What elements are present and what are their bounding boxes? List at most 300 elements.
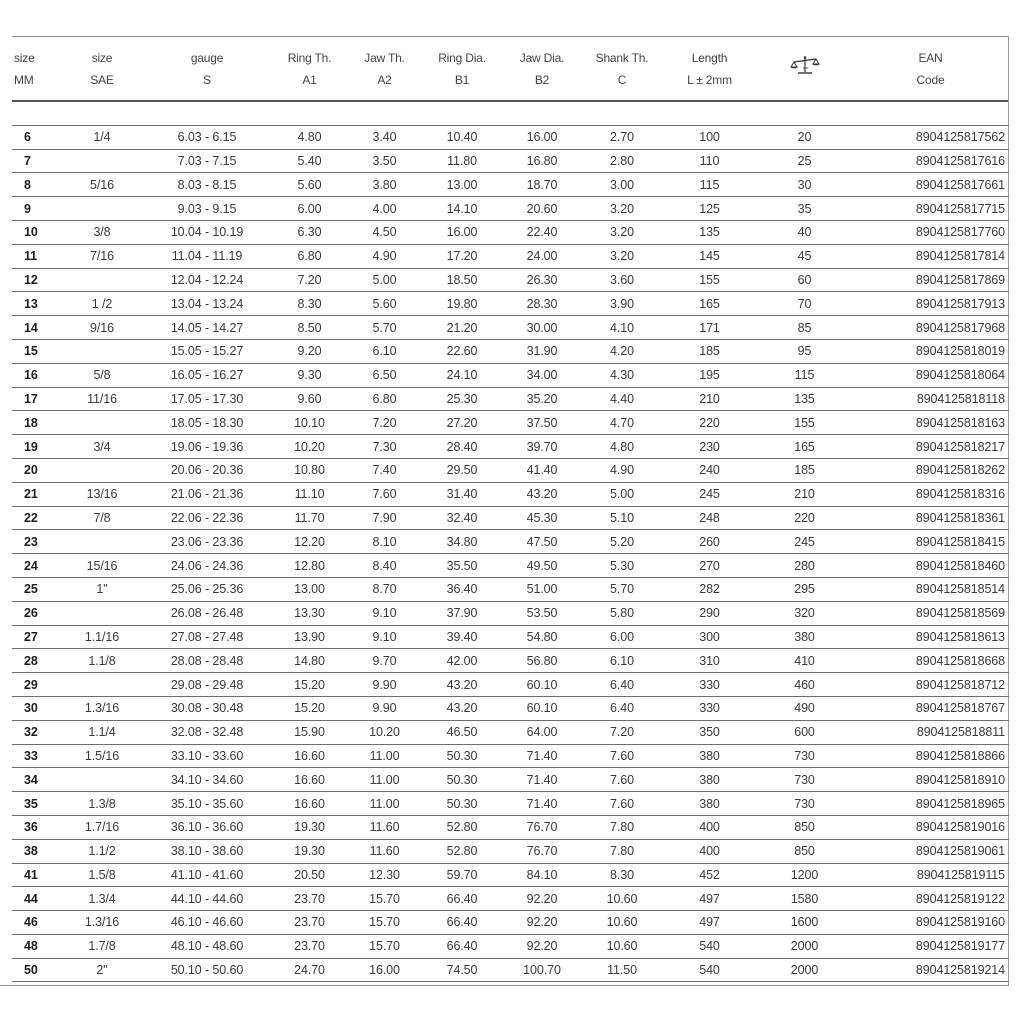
cell-jaw-thickness: 7.30: [347, 435, 422, 459]
cell-gauge: 38.10 - 38.60: [142, 839, 272, 863]
cell-ean-code: 8904125818767: [852, 696, 1009, 720]
cell-ring-diameter: 52.80: [422, 839, 502, 863]
table-row: [12, 911, 1009, 935]
cell-jaw-diameter: 37.50: [502, 411, 582, 435]
cell-jaw-thickness: 9.90: [347, 696, 422, 720]
cell-shank-thickness: 7.80: [582, 839, 662, 863]
cell-size-mm: 48: [12, 934, 62, 958]
cell-length: 452: [662, 863, 757, 887]
cell-jaw-diameter: 100.70: [502, 958, 582, 982]
cell-size-mm: 6: [12, 125, 62, 149]
table-row: [12, 149, 1009, 173]
table-row: [12, 268, 1009, 292]
cell-length: 115: [662, 173, 757, 197]
cell-size-mm: 10: [12, 220, 62, 244]
cell-gauge: 26.08 - 26.48: [142, 601, 272, 625]
cell-weight: 185: [757, 458, 852, 482]
cell-length: 135: [662, 220, 757, 244]
cell-ring-thickness: 20.50: [272, 863, 347, 887]
cell-ean-code: 8904125818064: [852, 363, 1009, 387]
cell-shank-thickness: 5.20: [582, 530, 662, 554]
cell-weight: 95: [757, 339, 852, 363]
table-row: [12, 387, 1009, 411]
cell-size-sae: 1.7/16: [62, 815, 142, 839]
cell-jaw-diameter: 22.40: [502, 220, 582, 244]
cell-ring-diameter: 59.70: [422, 863, 502, 887]
cell-shank-thickness: 5.30: [582, 554, 662, 578]
cell-ring-thickness: 5.60: [272, 173, 347, 197]
cell-ring-diameter: 14.10: [422, 197, 502, 221]
cell-length: 210: [662, 387, 757, 411]
cell-size-sae: 1.5/16: [62, 744, 142, 768]
cell-length: 165: [662, 292, 757, 316]
table-row: [12, 625, 1009, 649]
cell-length: 185: [662, 339, 757, 363]
cell-jaw-thickness: 4.90: [347, 244, 422, 268]
cell-weight: 490: [757, 696, 852, 720]
cell-shank-thickness: 6.00: [582, 625, 662, 649]
cell-length: 400: [662, 815, 757, 839]
cell-jaw-diameter: 92.20: [502, 887, 582, 911]
cell-jaw-thickness: 9.90: [347, 673, 422, 697]
cell-gauge: 46.10 - 46.60: [142, 911, 272, 935]
cell-jaw-diameter: 64.00: [502, 720, 582, 744]
cell-size-mm: 16: [12, 363, 62, 387]
cell-shank-thickness: 3.90: [582, 292, 662, 316]
cell-ean-code: 8904125817913: [852, 292, 1009, 316]
cell-jaw-diameter: 92.20: [502, 911, 582, 935]
col-header-ean-code: EAN Code: [916, 51, 945, 87]
cell-gauge: 18.05 - 18.30: [142, 411, 272, 435]
cell-ring-diameter: 37.90: [422, 601, 502, 625]
cell-length: 300: [662, 625, 757, 649]
cell-gauge: 33.10 - 33.60: [142, 744, 272, 768]
cell-jaw-diameter: 47.50: [502, 530, 582, 554]
cell-shank-thickness: 7.20: [582, 720, 662, 744]
cell-size-sae: [62, 673, 142, 697]
cell-ean-code: 8904125819122: [852, 887, 1009, 911]
cell-size-mm: 14: [12, 316, 62, 340]
cell-jaw-thickness: 3.50: [347, 149, 422, 173]
cell-size-sae: 1.3/8: [62, 792, 142, 816]
cell-jaw-diameter: 71.40: [502, 768, 582, 792]
cell-length: 330: [662, 696, 757, 720]
cell-size-sae: [62, 268, 142, 292]
cell-size-sae: [62, 458, 142, 482]
cell-shank-thickness: 10.60: [582, 934, 662, 958]
cell-ean-code: 8904125819016: [852, 815, 1009, 839]
cell-ean-code: 8904125818613: [852, 625, 1009, 649]
cell-ring-diameter: 28.40: [422, 435, 502, 459]
cell-jaw-diameter: 24.00: [502, 244, 582, 268]
cell-ean-code: 8904125819115: [852, 863, 1009, 887]
table-row: [12, 197, 1009, 221]
cell-ring-thickness: 11.10: [272, 482, 347, 506]
cell-size-sae: 3/4: [62, 435, 142, 459]
cell-jaw-diameter: 31.90: [502, 339, 582, 363]
cell-ring-diameter: 42.00: [422, 649, 502, 673]
cell-ean-code: 8904125819177: [852, 934, 1009, 958]
cell-shank-thickness: 4.30: [582, 363, 662, 387]
cell-ring-diameter: 21.20: [422, 316, 502, 340]
table-row: [12, 244, 1009, 268]
cell-weight: 1600: [757, 911, 852, 935]
cell-length: 330: [662, 673, 757, 697]
table-row: [12, 435, 1009, 459]
cell-jaw-thickness: 6.50: [347, 363, 422, 387]
cell-size-sae: 1.1/8: [62, 649, 142, 673]
cell-ean-code: 8904125818811: [852, 720, 1009, 744]
cell-jaw-thickness: 3.40: [347, 125, 422, 149]
cell-length: 230: [662, 435, 757, 459]
cell-jaw-thickness: 7.40: [347, 458, 422, 482]
cell-length: 100: [662, 125, 757, 149]
cell-shank-thickness: 7.60: [582, 768, 662, 792]
table-row: [12, 316, 1009, 340]
cell-shank-thickness: 6.40: [582, 673, 662, 697]
cell-ring-thickness: 19.30: [272, 839, 347, 863]
col-header-ring-diameter: Ring Dia. B1: [438, 51, 486, 87]
cell-size-mm: 18: [12, 411, 62, 435]
cell-jaw-thickness: 5.70: [347, 316, 422, 340]
col-header-jaw-diameter: Jaw Dia. B2: [519, 51, 565, 87]
cell-size-sae: [62, 530, 142, 554]
cell-ring-diameter: 11.80: [422, 149, 502, 173]
cell-shank-thickness: 6.10: [582, 649, 662, 673]
cell-ring-diameter: 35.50: [422, 554, 502, 578]
cell-size-sae: 1 /2: [62, 292, 142, 316]
cell-weight: 2000: [757, 934, 852, 958]
cell-ring-thickness: 5.40: [272, 149, 347, 173]
cell-ean-code: 8904125819061: [852, 839, 1009, 863]
cell-length: 145: [662, 244, 757, 268]
cell-ring-thickness: 12.20: [272, 530, 347, 554]
table-row: [12, 577, 1009, 601]
cell-size-mm: 22: [12, 506, 62, 530]
cell-gauge: 44.10 - 44.60: [142, 887, 272, 911]
cell-ring-thickness: 23.70: [272, 934, 347, 958]
cell-ring-thickness: 23.70: [272, 911, 347, 935]
cell-weight: 730: [757, 768, 852, 792]
cell-size-mm: 36: [12, 815, 62, 839]
cell-gauge: 41.10 - 41.60: [142, 863, 272, 887]
cell-weight: 60: [757, 268, 852, 292]
cell-gauge: 25.06 - 25.36: [142, 577, 272, 601]
table-row: [12, 173, 1009, 197]
cell-shank-thickness: 4.70: [582, 411, 662, 435]
cell-gauge: 11.04 - 11.19: [142, 244, 272, 268]
cell-jaw-thickness: 9.70: [347, 649, 422, 673]
table-row: [12, 458, 1009, 482]
cell-jaw-diameter: 28.30: [502, 292, 582, 316]
cell-weight: 70: [757, 292, 852, 316]
weight-scale-icon: [790, 55, 820, 77]
cell-gauge: 9.03 - 9.15: [142, 197, 272, 221]
cell-size-sae: 1.3/16: [62, 911, 142, 935]
cell-length: 245: [662, 482, 757, 506]
cell-ean-code: 8904125818262: [852, 458, 1009, 482]
cell-ring-thickness: 11.70: [272, 506, 347, 530]
cell-weight: 135: [757, 387, 852, 411]
cell-size-mm: 32: [12, 720, 62, 744]
cell-gauge: 36.10 - 36.60: [142, 815, 272, 839]
cell-ring-thickness: 15.20: [272, 673, 347, 697]
cell-shank-thickness: 4.90: [582, 458, 662, 482]
cell-ean-code: 8904125818569: [852, 601, 1009, 625]
cell-gauge: 12.04 - 12.24: [142, 268, 272, 292]
svg-text:gm: gm: [802, 64, 808, 70]
table-row: [12, 411, 1009, 435]
cell-gauge: 6.03 - 6.15: [142, 125, 272, 149]
bottom-rule: [0, 985, 1009, 986]
cell-gauge: 28.08 - 28.48: [142, 649, 272, 673]
cell-weight: 295: [757, 577, 852, 601]
cell-jaw-diameter: 35.20: [502, 387, 582, 411]
cell-gauge: 16.05 - 16.27: [142, 363, 272, 387]
cell-size-mm: 17: [12, 387, 62, 411]
cell-jaw-diameter: 76.70: [502, 815, 582, 839]
cell-weight: 115: [757, 363, 852, 387]
cell-ring-thickness: 13.90: [272, 625, 347, 649]
cell-gauge: 7.03 - 7.15: [142, 149, 272, 173]
table-row: [12, 768, 1009, 792]
cell-ean-code: 8904125817715: [852, 197, 1009, 221]
cell-ean-code: 8904125818910: [852, 768, 1009, 792]
cell-length: 380: [662, 792, 757, 816]
cell-weight: 25: [757, 149, 852, 173]
cell-size-mm: 9: [12, 197, 62, 221]
cell-jaw-diameter: 45.30: [502, 506, 582, 530]
cell-ring-thickness: 6.30: [272, 220, 347, 244]
cell-ean-code: 8904125818514: [852, 577, 1009, 601]
cell-ean-code: 8904125817968: [852, 316, 1009, 340]
table-row: [12, 125, 1009, 149]
cell-weight: 410: [757, 649, 852, 673]
cell-gauge: 23.06 - 23.36: [142, 530, 272, 554]
cell-size-mm: 13: [12, 292, 62, 316]
cell-ring-diameter: 52.80: [422, 815, 502, 839]
cell-jaw-diameter: 18.70: [502, 173, 582, 197]
cell-length: 171: [662, 316, 757, 340]
cell-jaw-diameter: 49.50: [502, 554, 582, 578]
cell-weight: 1580: [757, 887, 852, 911]
table-row: [12, 554, 1009, 578]
cell-jaw-diameter: 84.10: [502, 863, 582, 887]
cell-gauge: 34.10 - 34.60: [142, 768, 272, 792]
cell-ean-code: 8904125817869: [852, 268, 1009, 292]
cell-jaw-thickness: 3.80: [347, 173, 422, 197]
cell-gauge: 27.08 - 27.48: [142, 625, 272, 649]
cell-ean-code: 8904125817616: [852, 149, 1009, 173]
cell-size-mm: 15: [12, 339, 62, 363]
cell-size-mm: 34: [12, 768, 62, 792]
cell-size-mm: 33: [12, 744, 62, 768]
cell-gauge: 50.10 - 50.60: [142, 958, 272, 982]
col-header-size-sae: size SAE: [90, 51, 114, 87]
cell-jaw-thickness: 9.10: [347, 625, 422, 649]
cell-size-sae: 1.5/8: [62, 863, 142, 887]
cell-jaw-thickness: 4.50: [347, 220, 422, 244]
cell-size-mm: 44: [12, 887, 62, 911]
cell-ring-diameter: 36.40: [422, 577, 502, 601]
cell-weight: 730: [757, 792, 852, 816]
cell-weight: 30: [757, 173, 852, 197]
cell-size-sae: 1/4: [62, 125, 142, 149]
cell-length: 540: [662, 958, 757, 982]
table-row: [12, 339, 1009, 363]
cell-size-mm: 25: [12, 577, 62, 601]
col-header-jaw-thickness: Jaw Th. A2: [364, 51, 405, 87]
cell-jaw-thickness: 10.20: [347, 720, 422, 744]
cell-gauge: 17.05 - 17.30: [142, 387, 272, 411]
cell-shank-thickness: 4.20: [582, 339, 662, 363]
cell-ring-thickness: 12.80: [272, 554, 347, 578]
cell-ring-thickness: 15.20: [272, 696, 347, 720]
cell-weight: 220: [757, 506, 852, 530]
table-row: [12, 958, 1009, 982]
cell-size-mm: 11: [12, 244, 62, 268]
cell-ring-diameter: 29.50: [422, 458, 502, 482]
cell-jaw-diameter: 54.80: [502, 625, 582, 649]
cell-shank-thickness: 2.70: [582, 125, 662, 149]
cell-ring-diameter: 74.50: [422, 958, 502, 982]
cell-jaw-thickness: 16.00: [347, 958, 422, 982]
cell-ring-thickness: 9.20: [272, 339, 347, 363]
cell-weight: 210: [757, 482, 852, 506]
cell-ring-diameter: 66.40: [422, 887, 502, 911]
cell-weight: 730: [757, 744, 852, 768]
table-row: [12, 696, 1009, 720]
cell-shank-thickness: 5.70: [582, 577, 662, 601]
cell-jaw-thickness: 7.90: [347, 506, 422, 530]
cell-shank-thickness: 4.40: [582, 387, 662, 411]
cell-length: 260: [662, 530, 757, 554]
cell-shank-thickness: 6.40: [582, 696, 662, 720]
cell-size-mm: 50: [12, 958, 62, 982]
cell-weight: 2000: [757, 958, 852, 982]
cell-weight: 245: [757, 530, 852, 554]
cell-ring-diameter: 18.50: [422, 268, 502, 292]
cell-ring-thickness: 14.80: [272, 649, 347, 673]
cell-ring-diameter: 50.30: [422, 768, 502, 792]
cell-size-sae: [62, 197, 142, 221]
cell-shank-thickness: 4.10: [582, 316, 662, 340]
cell-ean-code: 8904125817562: [852, 125, 1009, 149]
cell-ring-thickness: 13.30: [272, 601, 347, 625]
cell-ring-diameter: 66.40: [422, 934, 502, 958]
cell-jaw-thickness: 15.70: [347, 934, 422, 958]
cell-size-sae: 13/16: [62, 482, 142, 506]
table-row: [12, 220, 1009, 244]
cell-ean-code: 8904125819160: [852, 911, 1009, 935]
table-row: [12, 601, 1009, 625]
cell-weight: 320: [757, 601, 852, 625]
cell-jaw-diameter: 16.00: [502, 125, 582, 149]
cell-size-mm: 29: [12, 673, 62, 697]
cell-size-sae: 1.3/16: [62, 696, 142, 720]
cell-size-mm: 26: [12, 601, 62, 625]
cell-ring-thickness: 7.20: [272, 268, 347, 292]
cell-size-mm: 35: [12, 792, 62, 816]
cell-size-sae: 7/16: [62, 244, 142, 268]
cell-shank-thickness: 7.60: [582, 744, 662, 768]
cell-ring-diameter: 25.30: [422, 387, 502, 411]
cell-weight: 380: [757, 625, 852, 649]
cell-size-mm: 24: [12, 554, 62, 578]
cell-weight: 20: [757, 125, 852, 149]
cell-size-mm: 30: [12, 696, 62, 720]
cell-ring-thickness: 16.60: [272, 792, 347, 816]
cell-ean-code: 8904125818316: [852, 482, 1009, 506]
cell-ring-diameter: 32.40: [422, 506, 502, 530]
cell-gauge: 21.06 - 21.36: [142, 482, 272, 506]
cell-size-mm: 8: [12, 173, 62, 197]
cell-ring-diameter: 66.40: [422, 911, 502, 935]
cell-ring-thickness: 10.10: [272, 411, 347, 435]
table-row: [12, 482, 1009, 506]
cell-weight: 850: [757, 839, 852, 863]
cell-gauge: 29.08 - 29.48: [142, 673, 272, 697]
cell-ring-thickness: 10.80: [272, 458, 347, 482]
cell-size-sae: [62, 411, 142, 435]
cell-size-sae: [62, 601, 142, 625]
cell-size-mm: 28: [12, 649, 62, 673]
cell-shank-thickness: 10.60: [582, 911, 662, 935]
cell-jaw-thickness: 11.00: [347, 768, 422, 792]
cell-length: 380: [662, 744, 757, 768]
cell-jaw-thickness: 8.40: [347, 554, 422, 578]
cell-weight: 280: [757, 554, 852, 578]
cell-size-mm: 19: [12, 435, 62, 459]
cell-shank-thickness: 3.20: [582, 197, 662, 221]
cell-ring-diameter: 50.30: [422, 792, 502, 816]
cell-length: 282: [662, 577, 757, 601]
cell-jaw-diameter: 41.40: [502, 458, 582, 482]
cell-shank-thickness: 5.00: [582, 482, 662, 506]
cell-jaw-diameter: 51.00: [502, 577, 582, 601]
cell-size-mm: 20: [12, 458, 62, 482]
cell-ring-thickness: 4.80: [272, 125, 347, 149]
cell-gauge: 15.05 - 15.27: [142, 339, 272, 363]
cell-ean-code: 8904125818019: [852, 339, 1009, 363]
cell-length: 540: [662, 934, 757, 958]
cell-size-sae: 2": [62, 958, 142, 982]
table-row: [12, 934, 1009, 958]
header-row: [12, 36, 1009, 102]
table-row: [12, 530, 1009, 554]
cell-weight: 460: [757, 673, 852, 697]
col-header-shank-thickness: Shank Th. C: [595, 51, 649, 87]
cell-size-sae: 5/8: [62, 363, 142, 387]
cell-ring-diameter: 46.50: [422, 720, 502, 744]
cell-ean-code: 8904125818712: [852, 673, 1009, 697]
cell-shank-thickness: 11.50: [582, 958, 662, 982]
cell-ring-diameter: 16.00: [422, 220, 502, 244]
cell-jaw-thickness: 7.20: [347, 411, 422, 435]
cell-size-mm: 21: [12, 482, 62, 506]
cell-length: 220: [662, 411, 757, 435]
table-row: [12, 887, 1009, 911]
cell-size-sae: [62, 149, 142, 173]
cell-size-sae: [62, 339, 142, 363]
cell-jaw-thickness: 11.60: [347, 815, 422, 839]
cell-jaw-thickness: 7.60: [347, 482, 422, 506]
cell-jaw-diameter: 60.10: [502, 696, 582, 720]
col-header-weight: [757, 36, 852, 102]
cell-jaw-thickness: 6.10: [347, 339, 422, 363]
cell-weight: 35: [757, 197, 852, 221]
cell-length: 240: [662, 458, 757, 482]
